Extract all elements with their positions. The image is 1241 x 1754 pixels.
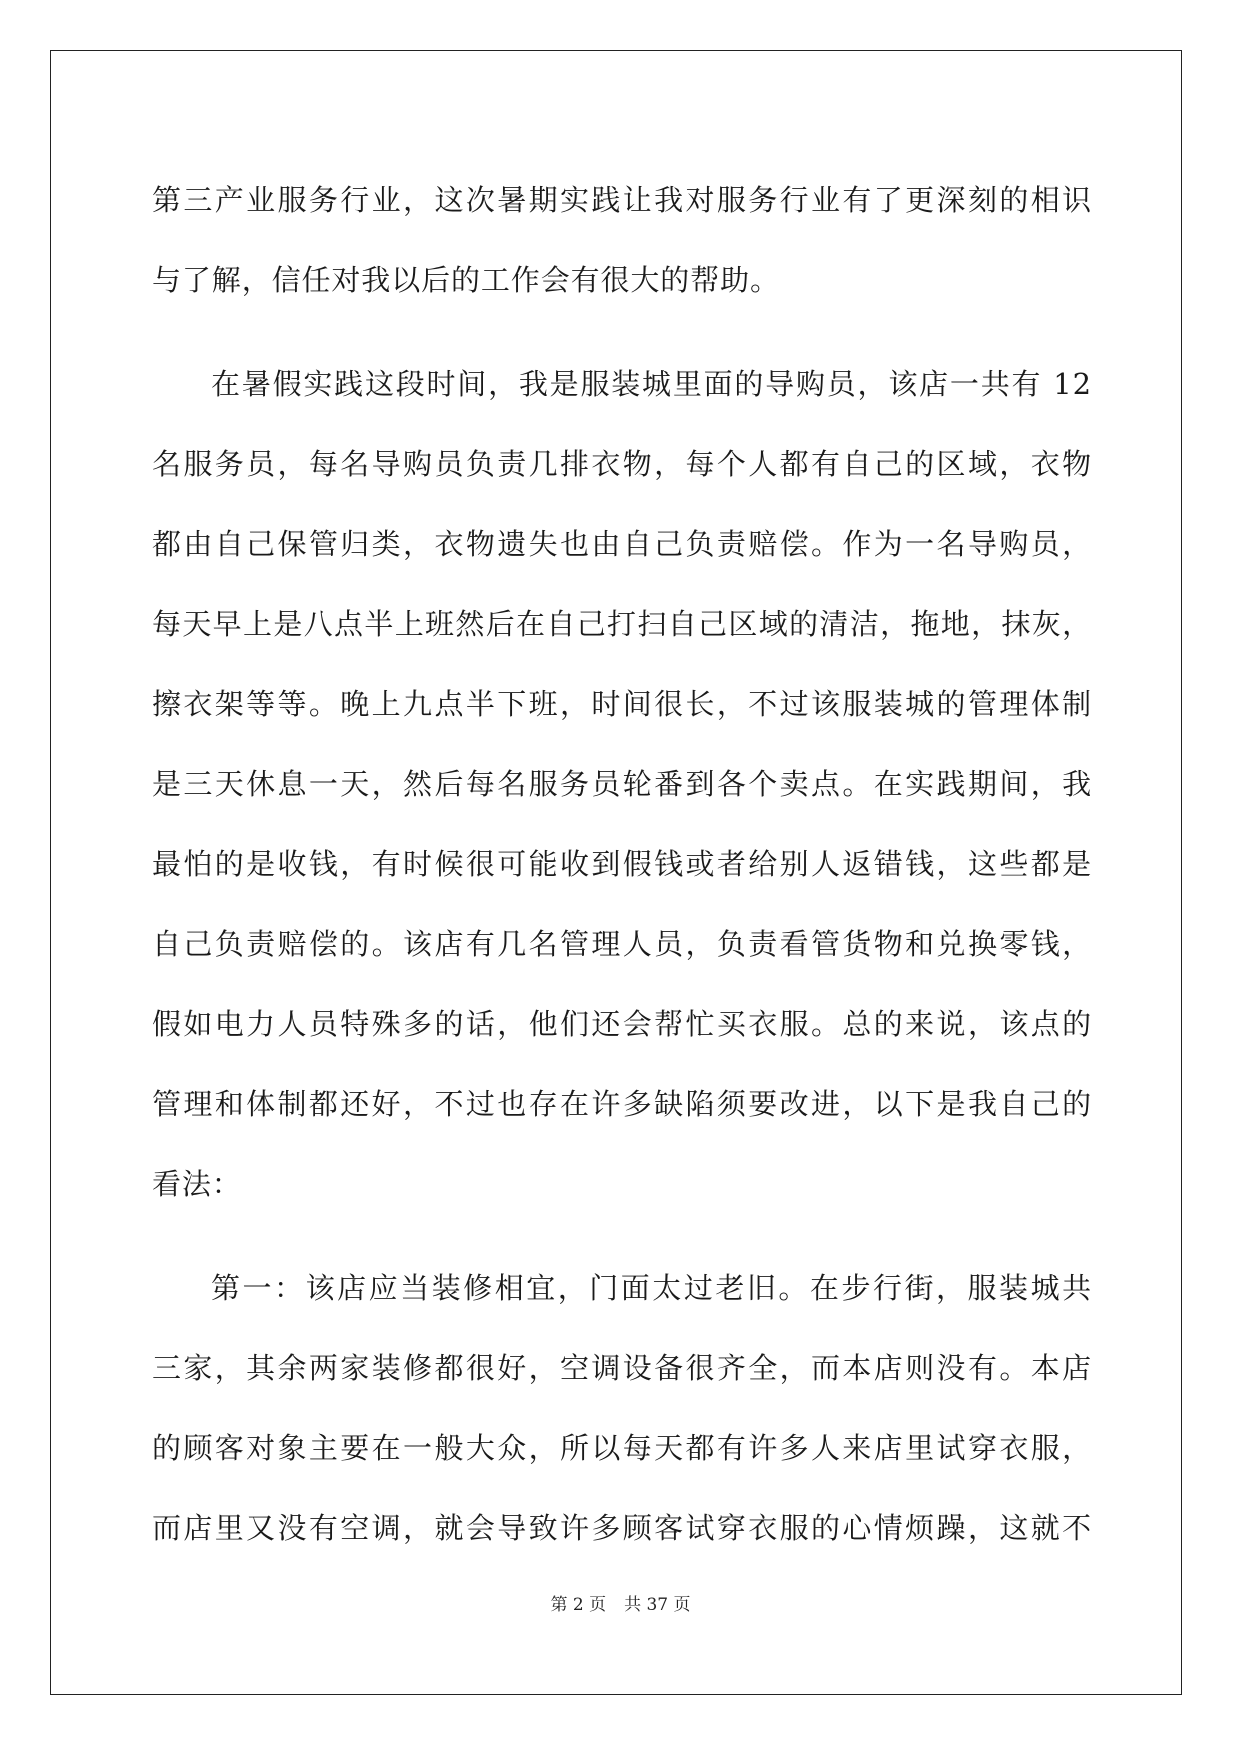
paragraph-2-line-8: 自己负责赔偿的。该店有几名管理人员，负责看管货物和兑换零钱， xyxy=(152,927,1092,961)
document-body xyxy=(152,160,1092,1568)
paragraph-3-line-1: 第一：该店应当装修相宜，门面太过老旧。在步行街，服装城共 xyxy=(211,1271,1092,1305)
page-total: 共 37 页 xyxy=(624,1595,691,1615)
paragraph-gap xyxy=(152,320,1092,344)
paragraph-3-line-3: 的顾客对象主要在一般大众，所以每天都有许多人来店里试穿衣服， xyxy=(152,1431,1092,1465)
paragraph-2-line-1: 在暑假实践这段时间，我是服装城里面的导购员，该店一共有 12 xyxy=(211,367,1092,401)
paragraph-3-line-4: 而店里又没有空调，就会导致许多顾客试穿衣服的心情烦躁，这就不 xyxy=(152,1511,1092,1545)
page-footer xyxy=(0,1590,1241,1615)
paragraph-2-line-3: 都由自己保管归类，衣物遗失也由自己负责赔偿。作为一名导购员， xyxy=(152,527,1092,561)
paragraph-2-line-2: 名服务员，每名导购员负责几排衣物，每个人都有自己的区域，衣物 xyxy=(152,447,1092,481)
paragraph-2-line-10: 管理和体制都还好，不过也存在许多缺陷须要改进，以下是我自己的 xyxy=(152,1087,1092,1121)
paragraph-2-line-9: 假如电力人员特殊多的话，他们还会帮忙买衣服。总的来说，该点的 xyxy=(152,1007,1092,1041)
paragraph-gap xyxy=(152,1224,1092,1248)
paragraph-2-line-4: 每天早上是八点半上班然后在自己打扫自己区域的清洁，拖地，抹灰， xyxy=(152,607,1092,641)
page-number: 第 2 页 xyxy=(550,1595,607,1615)
paragraph-2-line-5: 擦衣架等等。晚上九点半下班，时间很长，不过该服装城的管理体制 xyxy=(152,687,1092,721)
paragraph-1-line-2: 与了解，信任对我以后的工作会有很大的帮助。 xyxy=(152,263,780,297)
paragraph-2-line-7: 最怕的是收钱，有时候很可能收到假钱或者给别人返错钱，这些都是 xyxy=(152,847,1092,881)
paragraph-2-line-6: 是三天休息一天，然后每名服务员轮番到各个卖点。在实践期间，我 xyxy=(152,767,1092,801)
paragraph-2-line-11: 看法： xyxy=(152,1167,242,1201)
paragraph-1-line-1: 第三产业服务行业，这次暑期实践让我对服务行业有了更深刻的相识 xyxy=(152,183,1092,217)
paragraph-3-line-2: 三家，其余两家装修都很好，空调设备很齐全，而本店则没有。本店 xyxy=(152,1351,1092,1385)
